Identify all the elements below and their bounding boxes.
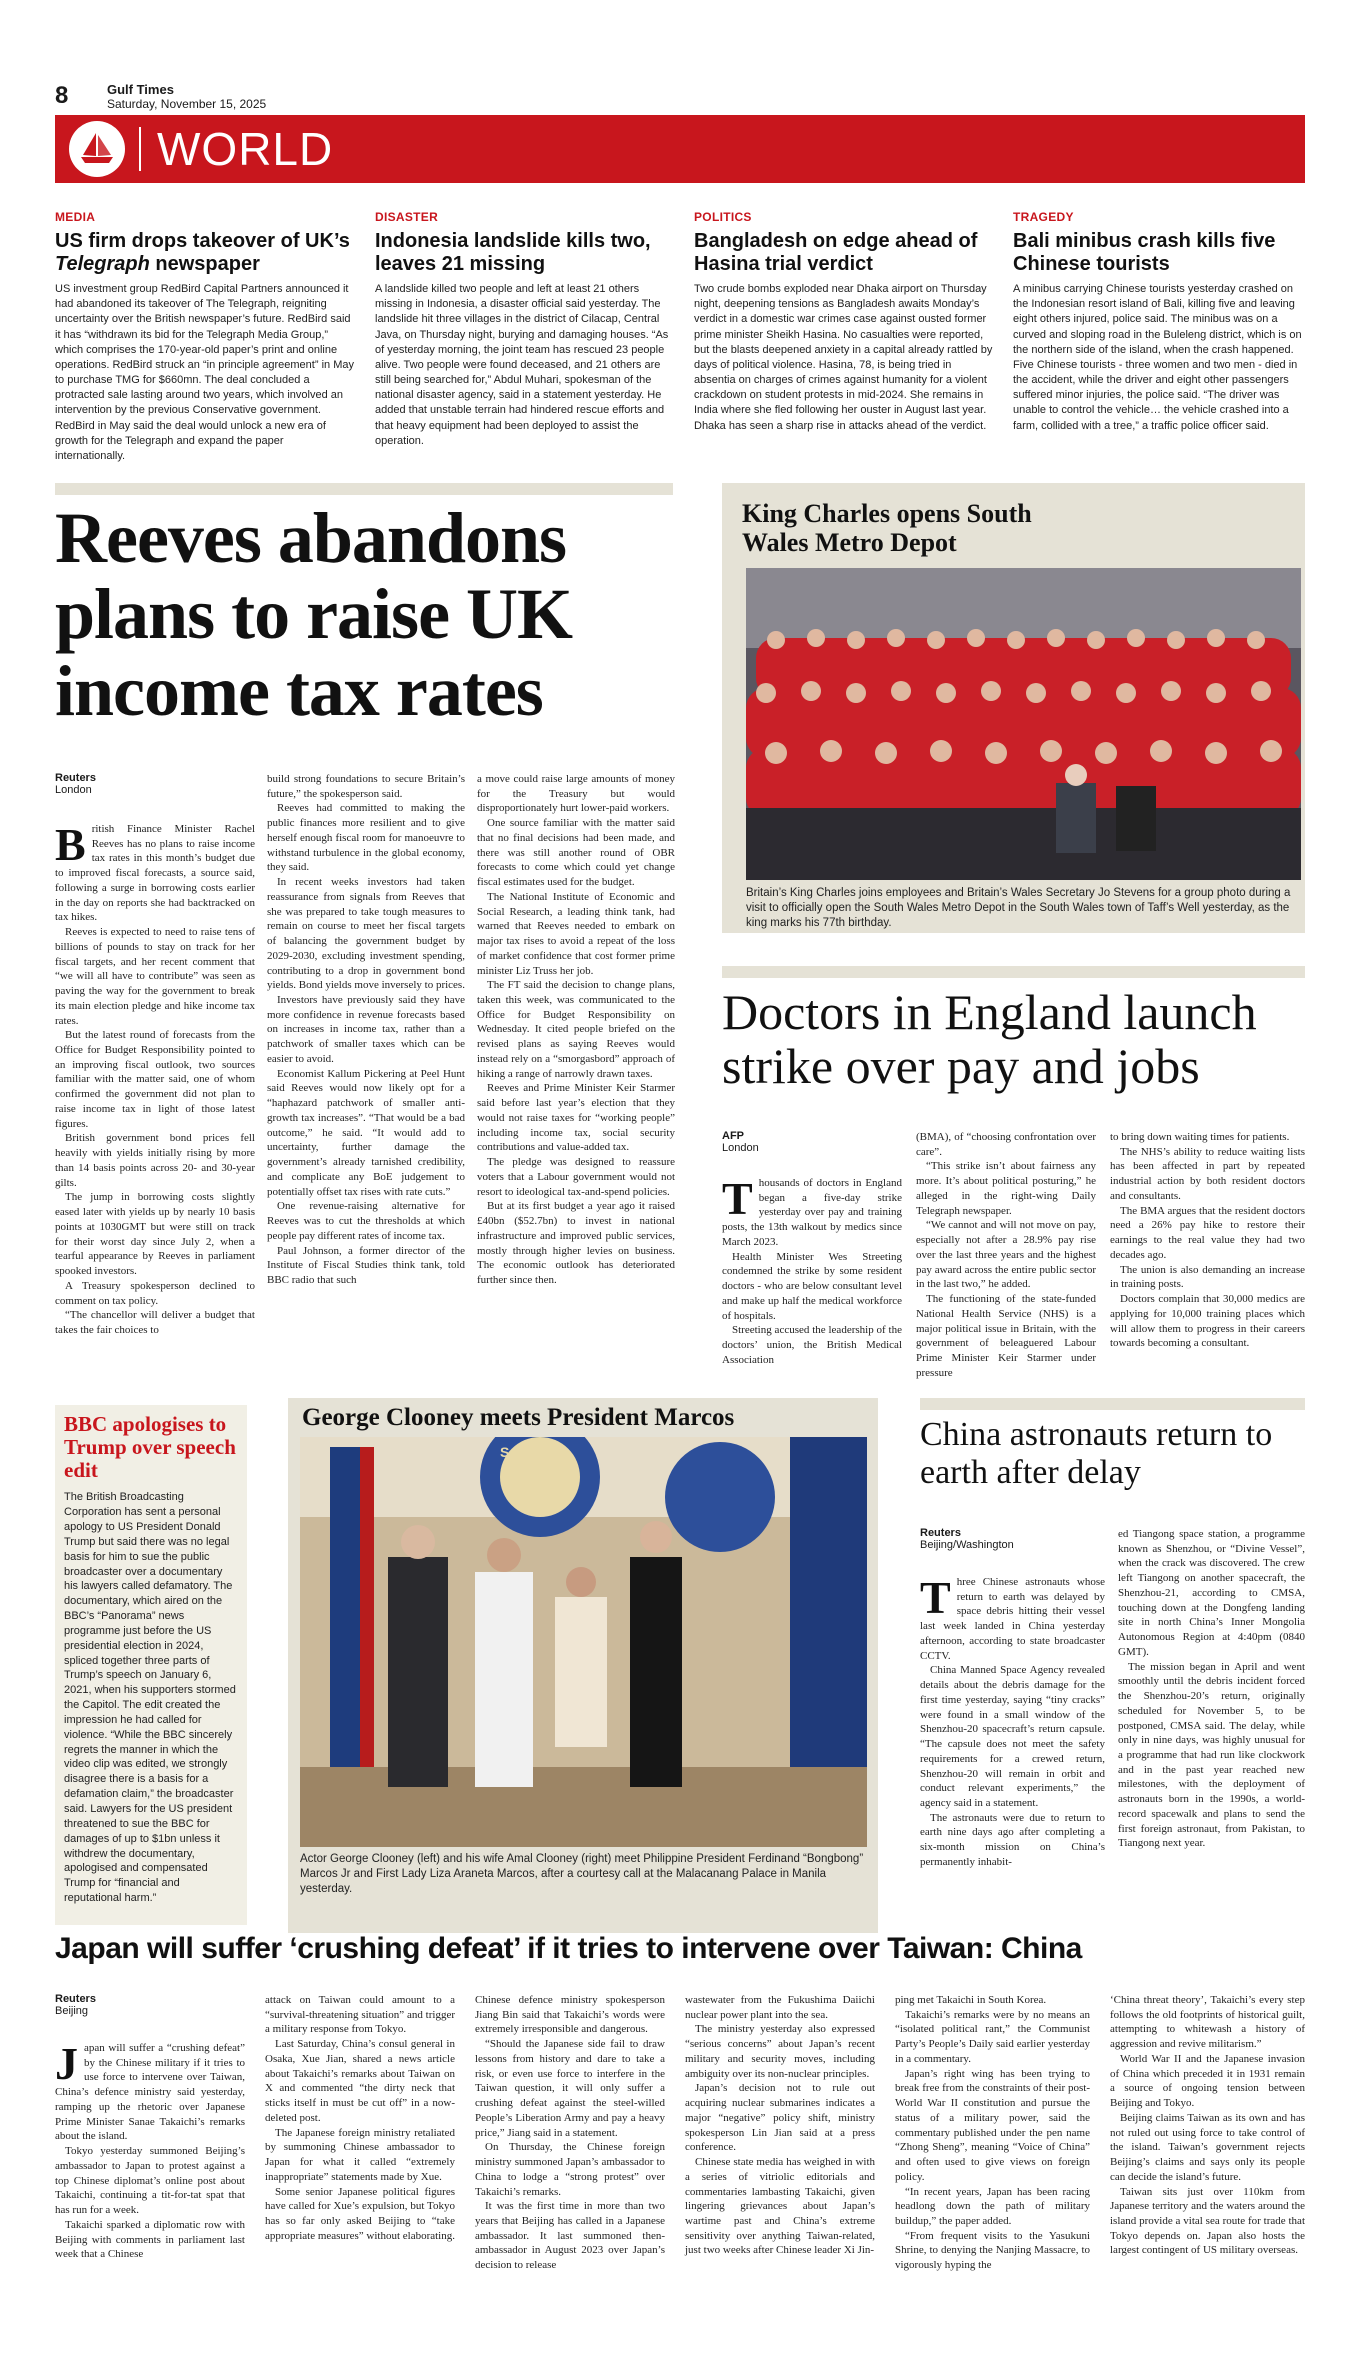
section-rule [55, 483, 673, 495]
japan-column-3: Chinese defence ministry spokesperson Jiang Bin said that Takaichi’s words were extremely irresponsible and dangerous. “Should the Japanese side fail to draw lessons from history and dare to take a risk, or even use force to interfere in the Taiwan question, it will only suffer a crushing defeat against the steel-willed People’s Liberation Army and pay a heavy price,” Jiang said in a statement. On Thursday, the Chinese foreign ministry summoned Japan’s ambassador to China to lodge a “strong protest” over Takaichi’s remarks. It was the first time in more than two years that Beijing has called in a Japanese ambassador. It last summoned then-ambassador in August 2023 over Japan’s decision to release [475, 1994, 665, 2272]
brief-body: US investment group RedBird Capital Partners announced it had abandoned its takeover of The Telegraph, reigniting uncertainty over the British newspaper’s future. RedBird said it has “withdrawn its bid for the Telegraph Media Group,” which comprises the 170-year-old paper’s print and online operations. RedBird struck an “in principle agreement” in May to purchase TMG for $660mn. The deal concluded a protracted sale lasting around two years, which involved an intervention by the previous Conservative government. RedBird in May said the deal would unlock a new era of growth for the Telegraph and expand the paper internationally. [55, 283, 354, 462]
japan-column-1: Japan will suffer a “crushing defeat” by the Chinese military if it tries to use force to intervene over Taiwan, China’s defence ministry said yesterday, ramping up the rhetoric over Japanese Prime Minister Sanae Takaichi’s remarks about the island. Tokyo yesterday summoned Beijing’s ambassador to Japan to protest against a top Chinese diplomat’s online post about Takaichi, continuing a tit-for-tat spat that has run for a week. Takaichi sparked a diplomatic row with Beijing with comments in parliament last week that a Chinese [55, 2038, 245, 2261]
section-rule [722, 966, 1305, 978]
reeves-byline [55, 772, 255, 796]
brief-media [55, 210, 355, 464]
section-banner [55, 115, 1305, 183]
dropcap: T [920, 1572, 951, 1623]
byline-source: Reuters [55, 772, 96, 784]
king-caption: Britain’s King Charles joins employees and Britain’s Wales Secretary Jo Stevens for a group photo during a visit to officially open the South Wales Metro Depot in the South Wales town of Taff’s Well yesterday, as the king marks his 77th birthday. [746, 887, 1291, 929]
brief-headline: Bangladesh on edge ahead of Hasina trial verdict [694, 230, 978, 275]
issue-date: Saturday, November 15, 2025 [107, 97, 267, 111]
brief-kicker: MEDIA [55, 210, 96, 224]
dropcap: B [55, 819, 86, 870]
doctors-headline: Doctors in England launch strike over pay and jobs [722, 984, 1257, 1094]
brief-kicker: DISASTER [375, 210, 439, 224]
clooney-headline: George Clooney meets President Marcos [302, 1404, 735, 1431]
byline-location: Beijing/Washington [920, 1539, 1014, 1551]
byline-location: London [55, 784, 92, 796]
china-astro-byline [920, 1527, 1105, 1551]
banner-divider [139, 127, 141, 171]
brief-kicker: TRAGEDY [1013, 210, 1074, 224]
section-rule [920, 1398, 1305, 1410]
doctors-byline [722, 1130, 902, 1154]
doctors-column-2: (BMA), of “choosing confrontation over care”. “This strike isn’t about fairness any more. It’s about political posturing,” he alleged in the right-wing Daily Telegraph newspaper. “We cannot and will not move on pay, especially not after a 28.9% pay rise over the last three years and the highest pay award across the entire public sector in the last two,” he added. The functioning of the state-funded National Health Service (NHS) is a major political issue in Britain, with the government of beleaguered Labour Prime Minister Keir Starmer under pressure [916, 1131, 1096, 1379]
brief-kicker: POLITICS [694, 210, 752, 224]
reeves-headline: Reeves abandons plans to raise UK income tax rates [55, 498, 573, 731]
japan-column-5: ping met Takaichi in South Korea. Takaichi’s remarks were by no means an “isolated political rant,” the Communist Party’s People’s Daily said earlier yesterday in a commentary. Japan’s right wing has been trying to break free from the constraints of their post-World War II constitution and pursue the status of a military power, said the commentary published under the pen name “Zhong Sheng”, meaning “Voice of China” and often used to give views on foreign policy. “In recent years, Japan has been racing headlong down the path of military buildup,” the paper added. “From frequent visits to the Yasukuni Shrine, to denying the Nanjing Massacre, to vigorously hyping the [895, 1994, 1090, 2272]
brief-disaster [375, 210, 675, 449]
byline-source: Reuters [920, 1527, 961, 1539]
reeves-column-3: a move could raise large amounts of money for the Treasury but would disproportionately hurt lower-paid workers. One source familiar with the matter said that no final decisions had been made, and there was still another round of OBR forecasts to come which could yet change fiscal estimates used for the budget. The National Institute of Economic and Social Research, a leading think tank, had warned that Reeves needed to embark on major tax rises to avoid a repeat of the loss of market confidence that cost former prime minister Liz Truss her job. The FT said the decision to change plans, taken this week, was communicated to the Office for Budget Responsibility on Wednesday. It cited people briefed on the revised plans as saying Reeves would instead rely on a “smorgasbord” approach of hiking a range of narrowly drawn taxes. Reeves and Prime Minister Keir Starmer said before last year’s election that they would not raise taxes for “working people” including income tax, social security contributions and value-added tax. The pledge was designed to reassure voters that a Labour government would not resort to ideological tax-and-spend policies. But at its first budget a year ago it raised £40bn ($52.7bn) to invest in national infrastructure and improved public services, mostly through higher levies on business. The economic outlook has deteriorated further since then. [477, 773, 675, 1286]
clooney-photo [300, 1437, 867, 1847]
japan-column-2: attack on Taiwan could amount to a “survival-threatening situation” and trigger a military response from Tokyo. Last Saturday, China’s consul general in Osaka, Xue Jian, shared a news article about Takaichi’s remarks about Taiwan on X and commented “the dirty neck that sticks itself in must be cut off” in a now-deleted post. The Japanese foreign ministry retaliated by summoning Chinese ambassador to Japan for what it called “extremely inappropriate” statements made by Xue. Some senior Japanese political figures have called for Xue’s expulsion, but Tokyo has so far only asked Beijing to “take appropriate measures” without elaborating. [265, 1994, 455, 2242]
dhow-icon [69, 121, 125, 177]
japan-byline [55, 1993, 245, 2017]
page-header [55, 80, 1305, 110]
doctors-column-1: Thousands of doctors in England began a five-day strike yesterday over pay and training posts, the 13th walkout by medics since March 2023. Health Minister Wes Streeting condemned the strike by some resident doctors - who are below consultant level and make up half the medical workforce of hospitals. Streeting accused the leadership of the doctors’ union, the British Medical Association [722, 1173, 902, 1366]
japan-headline: Japan will suffer ‘crushing defeat’ if it tries to intervene over Taiwan: China [55, 1932, 1082, 1965]
doctors-column-3: to bring down waiting times for patients. The NHS’s ability to reduce waiting lists has been affected in part by repeated industrial action by both resident doctors and consultants. The BMA argues that the resident doctors need a 26% pay hike to restore their earnings to the real value they had two decades ago. The union is also demanding an increase in training posts. Doctors complain that 30,000 medics are applying for 10,000 training places which will allow them to progress in their careers towards becoming a consultant. [1110, 1131, 1305, 1350]
china-astro-column-1: Three Chinese astronauts whose return to earth was delayed by space debris hitting their vessel last week landed in China yesterday afternoon, according to state broadcaster CCTV. China Manned Space Agency revealed details about the debris damage for the first time yesterday, saying “tiny cracks” were found in a small window of the Shenzhou-20 spacecraft’s return capsule. “The capsule does not meet the safety requirements for a crewed return, Shenzhou-20 will remain in orbit and conduct relevant experiments,” the agency said in a statement. The astronauts were due to return to earth nine days ago after completing a six-month mission on China’s permanently inhabit- [920, 1572, 1105, 1868]
bbc-headline: BBC apologises to Trump over speech edit [64, 1412, 236, 1483]
brief-politics [694, 210, 994, 434]
byline-source: Reuters [55, 1993, 96, 2005]
japan-column-6: ‘China threat theory’, Takaichi’s every step follows the old footprints of historical guilt, attempting to whitewash a history of aggression and revive militarism.” World War II and the Japanese invasion of China which preceded it in 1931 remain a source of ongoing tension between Beijing and Tokyo. Beijing claims Taiwan as its own and has not ruled out using force to take control of the island. Taiwan’s government rejects Beijing’s claims and says only its people can decide the island’s future. Taiwan sits just over 110km from Japanese territory and the waters around the island provide a vital sea route for trade that Tokyo depends on. Japan also hosts the largest contingent of US military overseas. [1110, 1994, 1305, 2257]
byline-location: Beijing [55, 2005, 89, 2017]
byline-source: AFP [722, 1130, 744, 1142]
brief-body: Two crude bombs exploded near Dhaka airport on Thursday night, deepening tensions as Bangladesh awaits Monday’s verdict in a domestic war crimes case against ousted former prime minister Sheikh Hasina. No casualties were reported, but the blasts deepened anxiety in a capital already rattled by days of political violence. Hasina, 78, is being tried in absentia on charges of crimes against humanity for a violent crackdown on student protests in mid-2024. She remains in India where she fled following her ouster in August last year. Dhaka has seen a sharp rise in attacks ahead of the verdict. [694, 283, 993, 432]
king-headline: King Charles opens South Wales Metro Depot [742, 499, 1032, 557]
paper-name: Gulf Times [107, 82, 174, 97]
reeves-column-1: British Finance Minister Rachel Reeves has no plans to raise income tax rates in this month’s budget due to improved fiscal forecasts, a source said, following a surge in borrowing costs earlier in the day on reports she had backtracked on tax hikes. Reeves is expected to need to raise tens of billions of pounds to stay on track for her fiscal targets, and her recent comment that “we will all have to contribute” was seen as paving the way for the government to break its main election pledge and hike income tax rates. But the latest round of forecasts from the Office for Budget Responsibility pointed to an improving fiscal outlook, two sources familiar with the matter said, one of whom confirmed the government did not plan to raise income tax in light of those latest figures. British government bond prices fell heavily with yields initially rising by more than 14 basis points across 20- and 30-year gilts. The jump in borrowing costs slightly eased later with yields up by nearly 10 basis points at 1030GMT but were still on track for their worst day since July 2, when a tearful appearance by Reeves in parliament spooked investors. A Treasury spokesperson declined to comment on tax policy. “The chancellor will deliver a budget that takes the fair choices to [55, 819, 255, 1336]
reeves-column-2: build strong foundations to secure Britain’s future,” the spokesperson said. Reeves had committed to making the public finances more resilient and to give herself enough fiscal room for manoeuvre to withstand turbulence in the global economy, they said. In recent weeks investors had taken reassurance from signals from Reeves that she was prepared to take tough measures to remain on course to meet her fiscal targets of balancing the government budget by 2029-2030, excluding investment spending, contributing to a drop in government bond yields. Bond yields move inversely to prices. Investors have previously said they have more confidence in revenue forecasts based on increases in income tax, rather than a patchwork of smaller taxes which can be easier to avoid. Economist Kallum Pickering at Peel Hunt said Reeves would now likely opt for a “haphazard patchwork of smaller anti-growth tax increases”. “That would be a bad outcome,” he said. “It would add to uncertainty, further damage the government’s already tarnished credibility, and complicate any BoE judgement to potentially offset tax rises with rate cuts.” One revenue-raising alternative for Reeves was to cut the thresholds at which people pay different rates of income tax. Paul Johnson, a former director of the Institute of Fiscal Studies think tank, told BBC radio that such [267, 773, 465, 1286]
brief-headline: Indonesia landslide kills two, leaves 21 missing [375, 230, 651, 275]
bbc-box [55, 1405, 247, 1925]
gulf-times-logo [69, 121, 125, 177]
china-astro-column-2: ed Tiangong space station, a programme known as Shenzhou, or “Divine Vessel”, when the crack was discovered. The crew left Tiangong on another spacecraft, the Shenzhou-21, according to CMSA, touching down at the Dongfeng landing site in north China’s Inner Mongolia Autonomous Region at 4:40pm (0840 GMT). The mission began in April and went smoothly until the debris incident forced the Shenzhou-20’s return, originally scheduled for November 5, to be postponed, CMSA said. The delay, while only in nine days, was highly unusual for a programme that had run like clockwork and in the past year reached new milestones, with the deployment of astronauts born in the 1990s, a world-record spacewalk and plans to send the first foreign astronaut, from Pakistan, to Tiangong next year. [1118, 1528, 1305, 1850]
section-title: WORLD [157, 123, 334, 175]
king-photo [746, 568, 1301, 880]
brief-headline: Bali minibus crash kills five Chinese tourists [1013, 230, 1276, 275]
brief-body: A minibus carrying Chinese tourists yesterday crashed on the Indonesian resort island of Bali, killing five and leaving eight others injured, police said. The minibus was on a curved and sloping road in the Buleleng district, which is on the northern side of the island, when the crash happened. Five Chinese tourists - three women and two men - died in the accident, while the driver and eight other passengers suffered minor injuries, the police said. “The driver was unable to control the vehicle… the vehicle crashed into a farm, collided with a tree,” a traffic police officer said. [1013, 283, 1302, 432]
clooney-caption: Actor George Clooney (left) and his wife Amal Clooney (right) meet Philippine President Ferdinand “Bongbong” Marcos Jr and First Lady Liza Araneta Marcos, after a courtesy call at the Malacanang Palace in Manila yesterday. [300, 1853, 864, 1895]
dropcap: T [722, 1173, 753, 1224]
brief-headline: US firm drops takeover of UK’s Telegraph newspaper [55, 230, 350, 275]
page-number: 8 [55, 82, 69, 109]
brief-body: A landslide killed two people and left at least 21 others missing in Indonesia, a disaster official said yesterday. The landslide hit three villages in the district of Cilacap, Central Java, on Thursday night, burying and damaging houses. “As of yesterday morning, the joint team has rescued 23 people alive. Two people were found deceased, and 21 others are still being searched for,” Abdul Muhari, spokesman of the national disaster agency, said in a statement yesterday. He added that unstable terrain had hindered rescue efforts and that heavy equipment had been deployed to assist the operation. [375, 283, 669, 447]
dropcap: J [55, 2038, 78, 2089]
byline-location: London [722, 1142, 759, 1154]
bbc-body: The British Broadcasting Corporation has sent a personal apology to US President Donald Trump but said there was no legal basis for him to sue the public broadcaster over a documentary his lawyers called defamatory. The documentary, which aired on the BBC’s “Panorama” news programme just before the US presidential election in 2024, spliced together three parts of Trump’s speech on January 6, 2021, when his supporters stormed the Capitol. The edit created the impression he had called for violence. “While the BBC sincerely regrets the manner in which the video clip was edited, we strongly disagree there is a basis for a defamation claim,” the broadcaster said. Lawyers for the US president threatened to sue the BBC for damages of up to $1bn unless it withdrew the documentary, apologised and compensated Trump for “financial and reputational harm.” [64, 1491, 236, 1905]
seal-text: SAG [500, 1444, 531, 1460]
japan-column-4: wastewater from the Fukushima Daiichi nuclear power plant into the sea. The ministry yesterday also expressed “serious concerns” about Japan’s recent military and security moves, including ambiguity over its non-nuclear principles. Japan’s decision not to rule out acquiring nuclear submarines indicates a major “negative” policy shift, ministry spokesperson Lin Jian said at a press conference. Chinese state media has weighed in with a series of vitriolic editorials and commentaries lambasting Takaichi, given lingering grievances about Japan’s wartime past and China’s extreme sensitivity over anything Taiwan-related, just two weeks after Chinese leader Xi Jin- [685, 1994, 875, 2257]
china-astro-headline: China astronauts return to earth after delay [920, 1416, 1273, 1492]
brief-tragedy [1013, 210, 1305, 434]
